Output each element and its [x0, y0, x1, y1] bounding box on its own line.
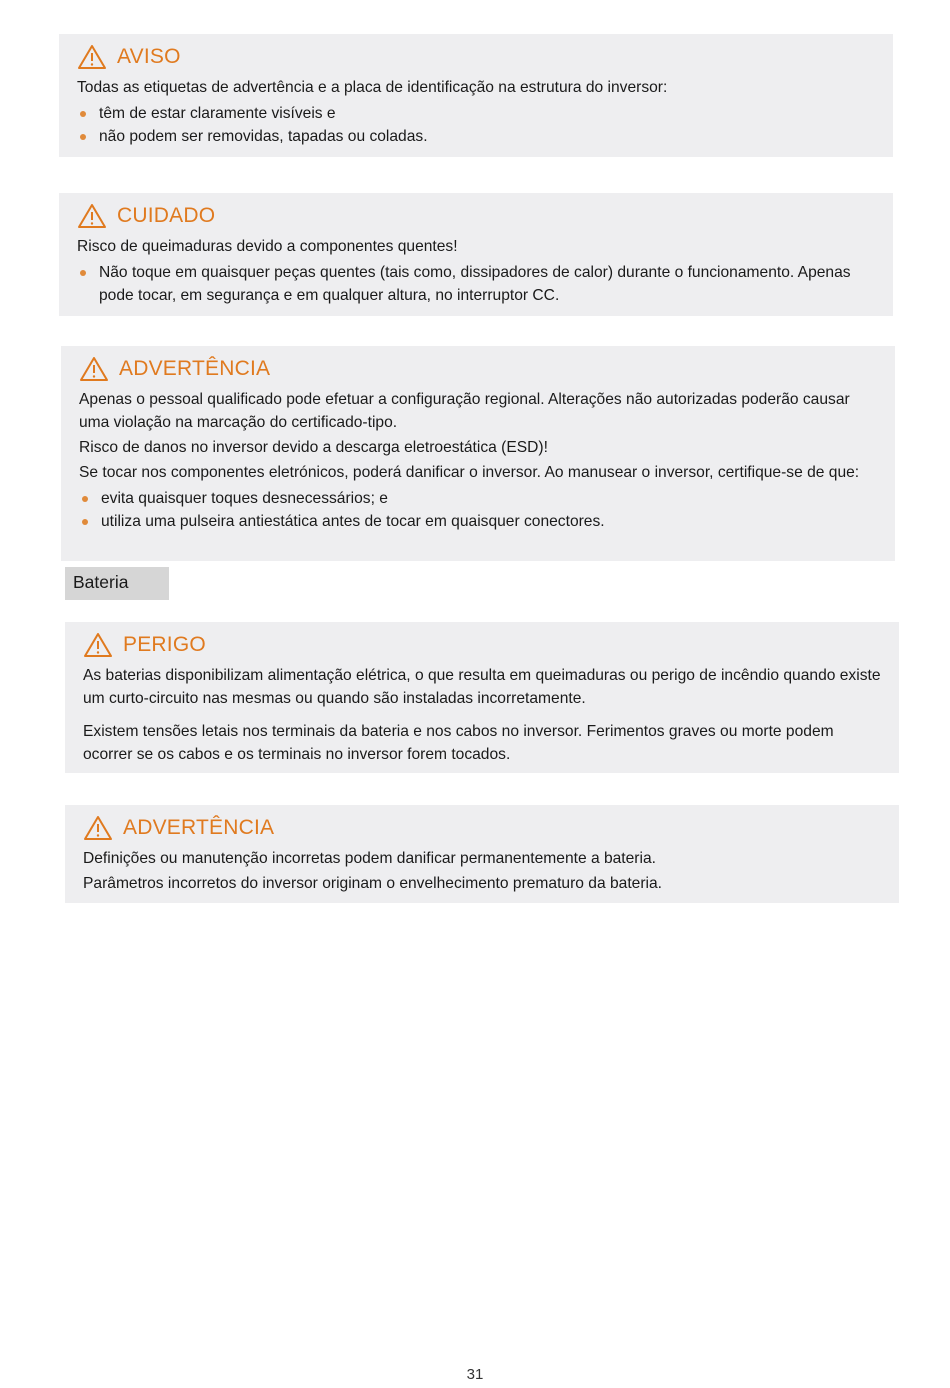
notice-perigo: [65, 622, 899, 773]
notice-title: [83, 813, 881, 843]
notice-paragraph: As baterias disponibilizam alimentação elétrica, o que resulta em queimaduras ou perigo de incêndio quando existe um curto-circuito nas mesmas ou quando são instaladas incorretamente.: [83, 667, 881, 707]
notice-paragraph: Todas as etiquetas de advertência e a placa de identificação na estrutura do inversor:: [77, 79, 668, 96]
notice-aviso: [59, 34, 893, 157]
warning-triangle-icon: [83, 632, 113, 658]
notice-advertencia-esd: [61, 346, 895, 561]
notice-paragraph: Parâmetros incorretos do inversor originam o envelhecimento prematuro da bateria.: [83, 875, 662, 892]
bullet-text: utiliza uma pulseira antiestática antes de tocar em quaisquer conectores.: [101, 513, 605, 530]
bullet-item: [79, 510, 877, 533]
notice-title-text: ADVERTÊNCIA: [119, 357, 271, 380]
bullet-dot: [80, 111, 86, 117]
notice-title-text: PERIGO: [123, 633, 206, 656]
bullet-item: [79, 487, 877, 510]
notice-paragraph: Existem tensões letais nos terminais da bateria e nos cabos no inversor. Ferimentos graves ou morte podem ocorrer se os cabos e os terminais no inversor forem tocados.: [83, 723, 834, 763]
bullet-dot: [80, 270, 86, 276]
notice-title-text: AVISO: [117, 45, 181, 68]
warning-triangle-icon: [77, 203, 107, 229]
bullet-dot: [82, 519, 88, 525]
warning-triangle-icon: [77, 44, 107, 70]
notice-paragraph: Definições ou manutenção incorretas podem danificar permanentemente a bateria.: [83, 850, 656, 867]
bullet-dot: [82, 496, 88, 502]
bullet-text: Não toque em quaisquer peças quentes (tais como, dissipadores de calor) durante o funcionamento. Apenas pode tocar, em segurança e em qualquer altura, no interruptor CC.: [99, 264, 851, 304]
page-number: 31: [466, 1366, 484, 1383]
notice-paragraph: Apenas o pessoal qualificado pode efetuar a configuração regional. Alterações não autorizadas poderão causar uma violação na marcação do certificado-tipo.: [79, 391, 850, 431]
bullet-list: [79, 487, 877, 533]
section-label-bateria: Bateria: [65, 567, 169, 600]
notice-title-text: CUIDADO: [117, 204, 216, 227]
notice-title: [77, 42, 875, 72]
notice-title: [79, 354, 877, 384]
notice-paragraph: Risco de danos no inversor devido a descarga eletroestática (ESD)!: [79, 439, 548, 456]
bullet-item: [77, 125, 875, 148]
notice-paragraph: Risco de queimaduras devido a componentes quentes!: [77, 238, 458, 255]
notice-advertencia-bateria: [65, 805, 899, 903]
warning-triangle-icon: [83, 815, 113, 841]
bullet-text: não podem ser removidas, tapadas ou coladas.: [99, 128, 428, 145]
notice-cuidado: [59, 193, 893, 316]
bullet-text: têm de estar claramente visíveis e: [99, 105, 336, 122]
warning-triangle-icon: [79, 356, 109, 382]
bullet-item: [77, 261, 875, 307]
bullet-text: evita quaisquer toques desnecessários; e: [101, 490, 388, 507]
notice-title: [83, 630, 881, 660]
notice-title-text: ADVERTÊNCIA: [123, 816, 275, 839]
bullet-list: [77, 261, 875, 307]
bullet-list: [77, 102, 875, 148]
bullet-item: [77, 102, 875, 125]
bullet-dot: [80, 134, 86, 140]
notice-title: [77, 201, 875, 231]
notice-paragraph: Se tocar nos componentes eletrónicos, poderá danificar o inversor. Ao manusear o inversor, certifique-se de que:: [79, 464, 860, 481]
